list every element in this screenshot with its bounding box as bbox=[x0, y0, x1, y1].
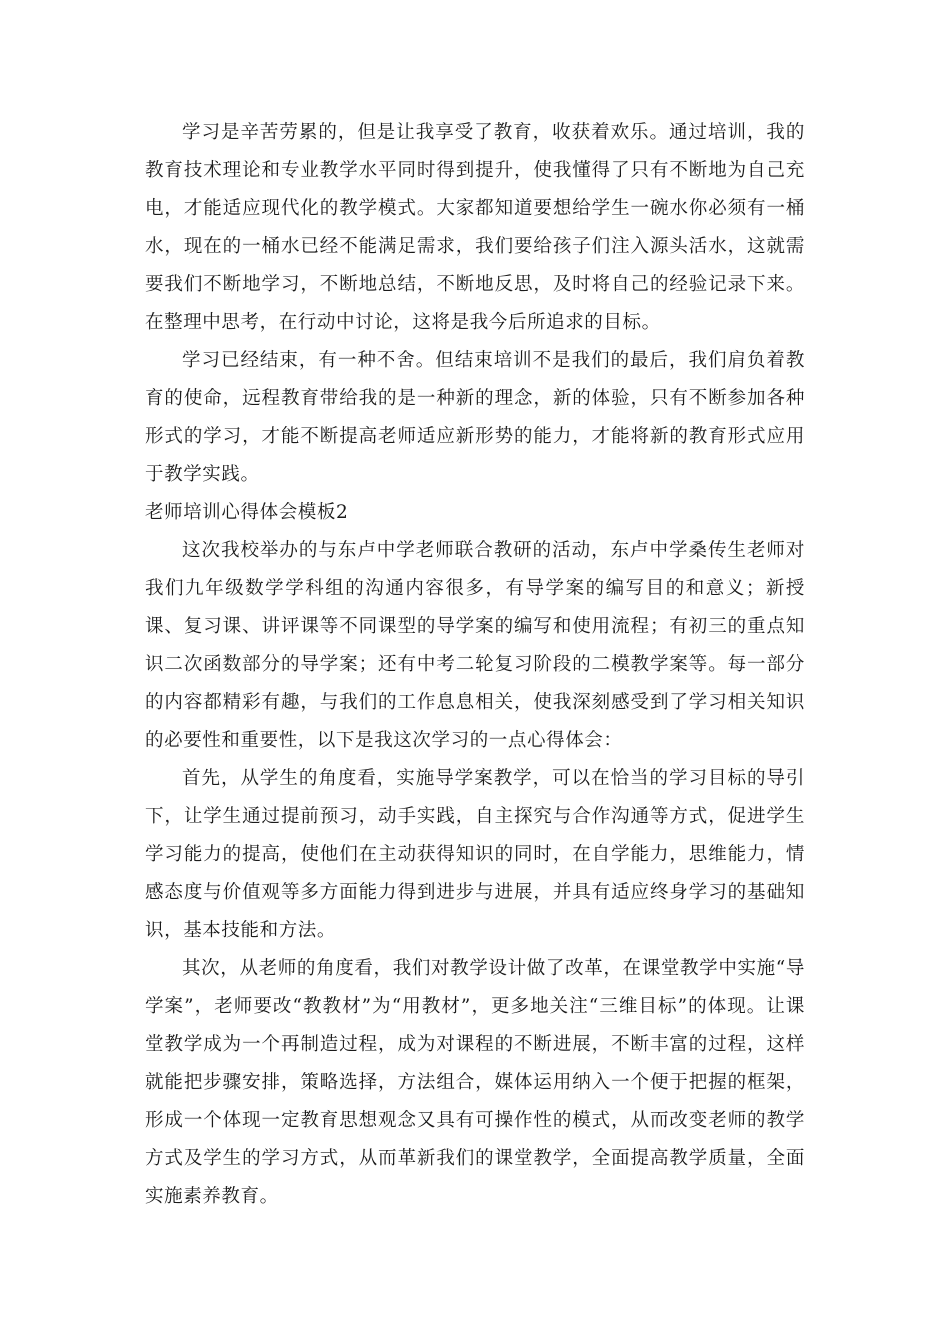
section-heading: 老师培训心得体会模板2 bbox=[145, 502, 349, 523]
paragraph: 这次我校举办的与东卢中学老师联合教研的活动，东卢中学桑传生老师对我们九年级数学学科组的沟通内容很多，有导学案的编写目的和意义；新授课、复习课、讲评课等不同课型的导学案的编写和使用流程；有初三的重点知识二次函数部分的导学案；还有中考二轮复习阶段的二模教学案等。每一部分的内容都精彩有趣，与我们的工作息息相关，使我深刻感受到了学习相关知识的必要性和重要性，以下是我这次学习的一点心得体会： bbox=[145, 540, 805, 751]
paragraph: 学习已经结束，有一种不舍。但结束培训不是我们的最后，我们肩负着教育的使命，远程教育带给我的是一种新的理念，新的体验，只有不断参加各种形式的学习，才能不断提高老师适应新形势的能力，才能将新的教育形式应用于教学实践。 bbox=[145, 350, 805, 485]
paragraph: 首先，从学生的角度看，实施导学案教学，可以在恰当的学习目标的导引下，让学生通过提前预习，动手实践，自主探究与合作沟通等方式，促进学生学习能力的提高，使他们在主动获得知识的同时，在自学能力，思维能力，情感态度与价值观等多方面能力得到进步与进展，并具有适应终身学习的基础知识，基本技能和方法。 bbox=[145, 768, 805, 941]
paragraph: 学习是辛苦劳累的，但是让我享受了教育，收获着欢乐。通过培训，我的教育技术理论和专业教学水平同时得到提升，使我懂得了只有不断地为自己充电，才能适应现代化的教学模式。大家都知道要想给学生一碗水你必须有一桶水，现在的一桶水已经不能满足需求，我们要给孩子们注入源头活水，这就需要我们不断地学习，不断地总结，不断地反思，及时将自己的经验记录下来。在整理中思考，在行动中讨论，这将是我今后所追求的目标。 bbox=[145, 122, 805, 333]
document-body bbox=[145, 114, 805, 1216]
paragraph: 其次，从老师的角度看，我们对教学设计做了改革，在课堂教学中实施“导学案”，老师要改“教教材”为“用教材”，更多地关注“三维目标”的体现。让课堂教学成为一个再制造过程，成为对课程的不断进展，不断丰富的过程，这样就能把步骤安排，策略选择，方法组合，媒体运用纳入一个便于把握的框架，形成一个体现一定教育思想观念又具有可操作性的模式，从而改变老师的教学方式及学生的学习方式，从而革新我们的课堂教学，全面提高教学质量，全面实施素养教育。 bbox=[145, 958, 805, 1207]
